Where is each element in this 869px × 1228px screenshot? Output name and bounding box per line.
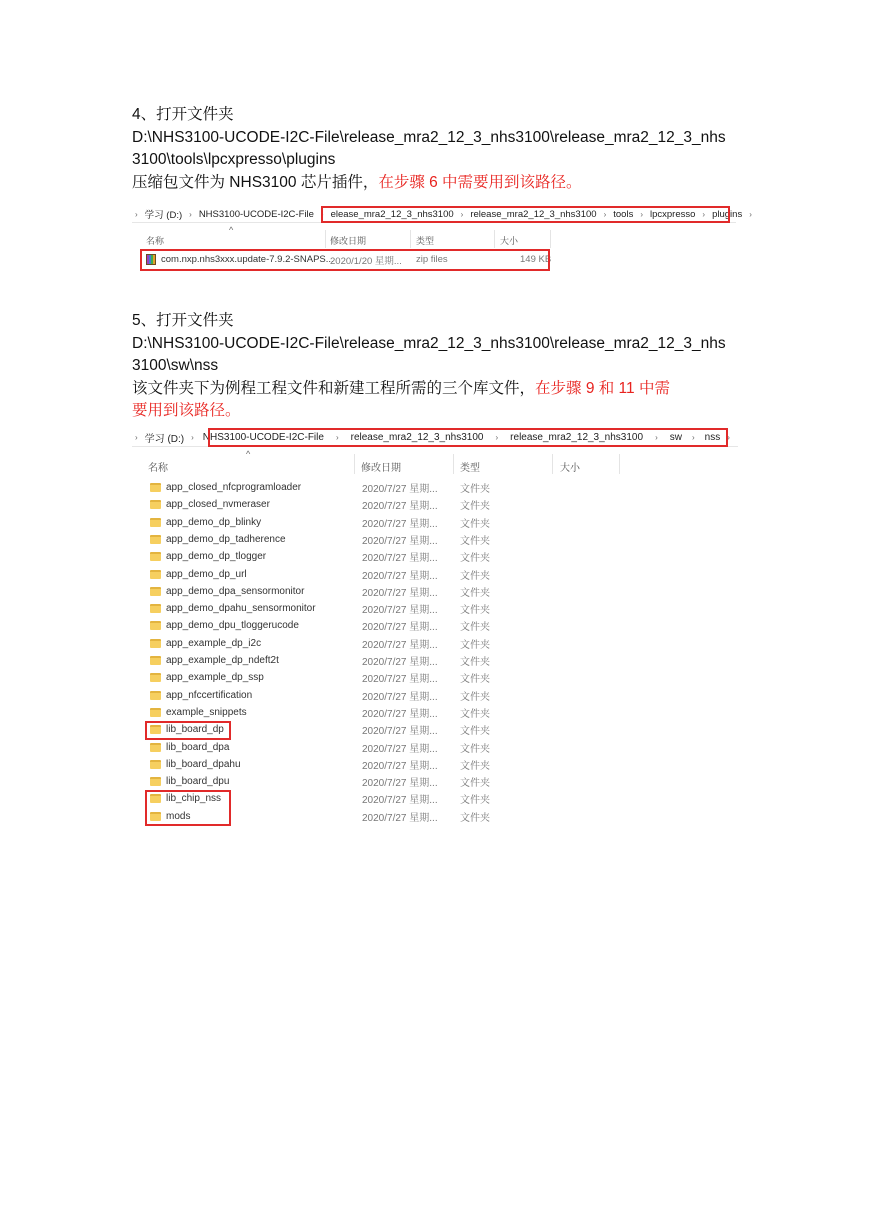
folder-name-cell <box>150 534 286 545</box>
chevron-right-icon: › <box>640 209 643 219</box>
folder-date: 2020/7/27 星期... <box>362 708 438 720</box>
column-divider[interactable] <box>494 230 495 248</box>
folder-date: 2020/7/27 星期... <box>362 760 438 772</box>
chevron-right-icon: › <box>191 432 194 442</box>
folder-date: 2020/7/27 星期... <box>362 570 438 582</box>
folder-type: 文件夹 <box>460 743 490 755</box>
highlight-box-lib-chip-mods <box>145 790 231 826</box>
folder-date: 2020/7/27 星期... <box>362 553 438 565</box>
folder-row[interactable] <box>132 773 622 790</box>
folder-row[interactable] <box>132 756 622 773</box>
folder-name-cell <box>150 551 266 562</box>
breadcrumb-item[interactable]: elease_mra2_12_3_nhs3100 <box>330 208 454 220</box>
folder-date: 2020/7/27 星期... <box>362 622 438 634</box>
folder-name: app_demo_dp_tadherence <box>166 533 286 545</box>
folder-name: app_demo_dp_blinky <box>166 516 262 528</box>
folder-type: 文件夹 <box>460 726 490 738</box>
folder-name-cell <box>150 586 304 597</box>
folder-date: 2020/7/27 星期... <box>362 605 438 617</box>
chevron-right-icon: › <box>702 209 706 219</box>
breadcrumb-item[interactable]: plugins <box>712 208 743 220</box>
folder-icon <box>150 587 161 596</box>
folder-name: app_example_dp_ndeft2t <box>166 655 279 666</box>
column-divider[interactable] <box>354 454 355 474</box>
folder-date: 2020/7/27 星期... <box>362 812 438 824</box>
folder-date: 2020/7/27 星期... <box>362 501 438 513</box>
folder-row[interactable] <box>132 548 622 565</box>
folder-type: 文件夹 <box>460 535 490 547</box>
folder-icon <box>150 483 161 492</box>
folder-name: app_closed_nvmeraser <box>166 499 270 511</box>
step5-highlight-line2: 要用到该路径。 <box>132 402 241 419</box>
file-date: 2020/1/20 星期... <box>330 255 402 267</box>
folder-date: 2020/7/27 星期... <box>362 587 438 599</box>
folder-date: 2020/7/27 星期... <box>362 795 438 807</box>
folder-name-cell <box>150 569 247 580</box>
folder-icon <box>150 518 161 527</box>
step5-path-line1: D:\NHS3100-UCODE-I2C-File\release_mra2_12_3_nhs3100\release_mra2_12_3_nhs <box>132 334 726 352</box>
folder-date: 2020/7/27 星期... <box>362 726 438 738</box>
folder-icon <box>150 743 161 752</box>
folder-name: lib_board_dpu <box>166 776 230 788</box>
breadcrumb-item[interactable]: sw <box>669 431 682 443</box>
step4-highlight: 在步骤 6 中需要用到该路径。 <box>378 173 582 191</box>
folder-type: 文件夹 <box>460 657 490 668</box>
folder-icon <box>150 760 161 769</box>
column-divider[interactable] <box>410 230 411 248</box>
folder-name: app_demo_dp_tlogger <box>166 551 267 563</box>
chevron-right-icon: › <box>655 432 658 442</box>
folder-type: 文件夹 <box>460 760 490 772</box>
column-divider[interactable] <box>325 230 326 248</box>
folder-icon <box>150 552 161 561</box>
column-header-type[interactable]: 类型 <box>460 463 480 474</box>
folder-row[interactable] <box>132 566 622 583</box>
folder-name: mods <box>166 810 191 822</box>
sort-up-icon: ^ <box>229 225 234 235</box>
step5-description <box>132 378 742 401</box>
folder-name-cell <box>150 638 261 649</box>
folder-row[interactable] <box>132 583 622 600</box>
folder-name-cell <box>150 499 270 510</box>
column-header-date[interactable]: 修改日期 <box>361 463 401 474</box>
step5-path-line2: 3100\sw\nss <box>132 357 219 374</box>
folder-icon <box>150 691 161 700</box>
explorer-screenshot-nss <box>132 428 738 830</box>
column-divider[interactable] <box>453 454 454 474</box>
chevron-right-icon: › <box>135 432 138 442</box>
folder-type: 文件夹 <box>460 691 490 703</box>
breadcrumb-item[interactable]: 学习 (D:) <box>144 210 183 221</box>
folder-icon <box>150 673 161 682</box>
file-type: zip files <box>416 254 448 265</box>
folder-name-cell <box>150 655 279 666</box>
breadcrumb-item[interactable]: NHS3100-UCODE-I2C-File <box>198 208 314 220</box>
chevron-right-icon: › <box>460 209 464 219</box>
folder-type: 文件夹 <box>460 501 490 513</box>
breadcrumb-item[interactable]: nss <box>704 431 721 443</box>
folder-type: 文件夹 <box>460 553 490 565</box>
column-header-type[interactable]: 类型 <box>416 236 435 246</box>
folder-icon <box>150 535 161 544</box>
breadcrumb-item[interactable]: 学习 (D:) <box>144 433 185 445</box>
folder-icon <box>150 500 161 509</box>
folder-name-cell <box>150 690 252 701</box>
highlight-box-path <box>321 206 730 223</box>
folder-icon <box>150 604 161 613</box>
step5-title: 5、打开文件夹 <box>132 312 234 329</box>
folder-row[interactable] <box>132 600 622 617</box>
folder-date: 2020/7/27 星期... <box>362 691 438 703</box>
breadcrumb-item[interactable]: release_mra2_12_3_nhs3100 <box>510 431 644 443</box>
folder-name: lib_board_dpa <box>166 741 230 753</box>
folder-icon <box>150 570 161 579</box>
folder-type: 文件夹 <box>460 587 490 599</box>
folder-icon <box>150 656 161 665</box>
chevron-right-icon: › <box>135 209 138 219</box>
folder-name: app_demo_dpa_sensormonitor <box>166 585 305 597</box>
folder-name-cell <box>150 707 247 718</box>
folder-date: 2020/7/27 星期... <box>362 518 438 530</box>
folder-name: lib_board_dpahu <box>166 758 241 770</box>
folder-name: app_demo_dpu_tloggerucode <box>166 620 299 632</box>
folder-name: app_closed_nfcprogramloader <box>166 482 302 493</box>
breadcrumb-item[interactable]: NHS3100-UCODE-I2C-File <box>202 431 324 443</box>
folder-icon <box>150 777 161 786</box>
folder-row[interactable] <box>132 617 622 634</box>
breadcrumb-item[interactable]: tools <box>613 208 634 220</box>
folder-date: 2020/7/27 星期... <box>362 743 438 755</box>
folder-date: 2020/7/27 星期... <box>362 484 438 495</box>
folder-row[interactable] <box>132 496 622 513</box>
folder-name-cell <box>150 742 229 753</box>
column-header-size[interactable]: 大小 <box>560 463 580 474</box>
folder-name-cell <box>150 620 299 631</box>
chevron-right-icon: › <box>603 209 607 219</box>
folder-row[interactable] <box>132 479 622 496</box>
chevron-right-icon: › <box>691 432 695 442</box>
folder-date: 2020/7/27 星期... <box>362 639 438 651</box>
folder-type: 文件夹 <box>460 639 490 651</box>
folder-type: 文件夹 <box>460 812 490 824</box>
folder-name: app_example_dp_ssp <box>166 672 264 684</box>
column-header-size[interactable]: 大小 <box>500 236 519 246</box>
breadcrumb-item[interactable]: release_mra2_12_3_nhs3100 <box>470 208 597 220</box>
folder-name-cell <box>150 672 264 683</box>
folder-type: 文件夹 <box>460 622 490 634</box>
column-header-date[interactable]: 修改日期 <box>330 236 367 246</box>
folder-row[interactable] <box>132 739 622 756</box>
chevron-right-icon: › <box>189 209 192 219</box>
step4-path-line1: D:\NHS3100-UCODE-I2C-File\release_mra2_12_3_nhs3100\release_mra2_12_3_nhs <box>132 128 726 146</box>
folder-row[interactable] <box>132 669 622 686</box>
folder-name: example_snippets <box>166 706 247 718</box>
folder-row[interactable] <box>132 704 622 721</box>
column-divider[interactable] <box>550 230 551 248</box>
step4-title: 4、打开文件夹 <box>132 106 234 123</box>
explorer-screenshot-plugins <box>132 206 752 276</box>
folder-type: 文件夹 <box>460 795 490 807</box>
highlight-box-lib-board-dp <box>145 721 231 740</box>
folder-icon <box>150 621 161 630</box>
column-divider[interactable] <box>619 454 620 474</box>
folder-type: 文件夹 <box>460 778 490 790</box>
column-header-name[interactable]: 名称 <box>146 236 165 246</box>
folder-name: app_example_dp_i2c <box>166 637 262 649</box>
step5-highlight: 在步骤 9 和 11 中需 <box>535 379 670 397</box>
chevron-right-icon: › <box>320 209 324 219</box>
chevron-right-icon: › <box>335 432 339 442</box>
folder-name: app_demo_dp_url <box>166 568 247 580</box>
chevron-right-icon: › <box>727 432 730 442</box>
folder-row[interactable] <box>132 635 622 652</box>
folder-name-cell <box>150 603 316 614</box>
step5-text <box>132 310 742 423</box>
file-size: 149 KB <box>520 254 552 265</box>
folder-date: 2020/7/27 星期... <box>362 778 438 790</box>
folder-type: 文件夹 <box>460 570 490 582</box>
folder-row[interactable] <box>132 687 622 704</box>
folder-type: 文件夹 <box>460 518 490 530</box>
folder-name-cell <box>150 517 261 528</box>
folder-name-cell <box>150 482 301 493</box>
sort-up-icon: ^ <box>246 449 251 459</box>
folder-name-cell <box>150 776 229 787</box>
folder-name: lib_board_dp <box>166 724 224 736</box>
step5-description-text: 该文件夹下为例程工程文件和新建工程所需的三个库文件， <box>132 379 536 397</box>
folder-date: 2020/7/27 星期... <box>362 535 438 547</box>
column-divider[interactable] <box>552 454 553 474</box>
folder-name: app_nfccertification <box>166 689 253 701</box>
file-name: com.nxp.nhs3xxx.update-7.9.2-SNAPS... <box>161 254 334 265</box>
folder-type: 文件夹 <box>460 674 490 686</box>
folder-type: 文件夹 <box>460 708 490 720</box>
folder-icon <box>150 708 161 717</box>
column-header-name[interactable]: 名称 <box>148 463 168 474</box>
step4-description-text: 压缩包文件为 NHS3100 芯片插件， <box>132 173 379 191</box>
folder-row[interactable] <box>132 514 622 531</box>
highlight-box-file <box>140 249 550 271</box>
folder-date: 2020/7/27 星期... <box>362 657 438 668</box>
folder-icon <box>150 639 161 648</box>
step4-text <box>132 104 742 194</box>
folder-name-cell <box>150 759 241 770</box>
step4-path-line2: 3100\tools\lpcxpresso\plugins <box>132 151 336 168</box>
folder-row[interactable] <box>132 652 622 669</box>
folder-name: lib_chip_nss <box>166 793 222 805</box>
highlight-box-path <box>208 428 728 447</box>
folder-name: app_demo_dpahu_sensormonitor <box>166 603 316 615</box>
step4-description <box>132 172 742 195</box>
folder-type: 文件夹 <box>460 484 490 495</box>
folder-row[interactable] <box>132 531 622 548</box>
folder-date: 2020/7/27 星期... <box>362 674 438 686</box>
breadcrumb-item[interactable]: lpcxpresso <box>650 208 696 220</box>
folder-type: 文件夹 <box>460 605 490 617</box>
chevron-right-icon: › <box>495 432 499 442</box>
breadcrumb-item[interactable]: release_mra2_12_3_nhs3100 <box>350 431 484 443</box>
chevron-right-icon: › <box>749 209 752 219</box>
